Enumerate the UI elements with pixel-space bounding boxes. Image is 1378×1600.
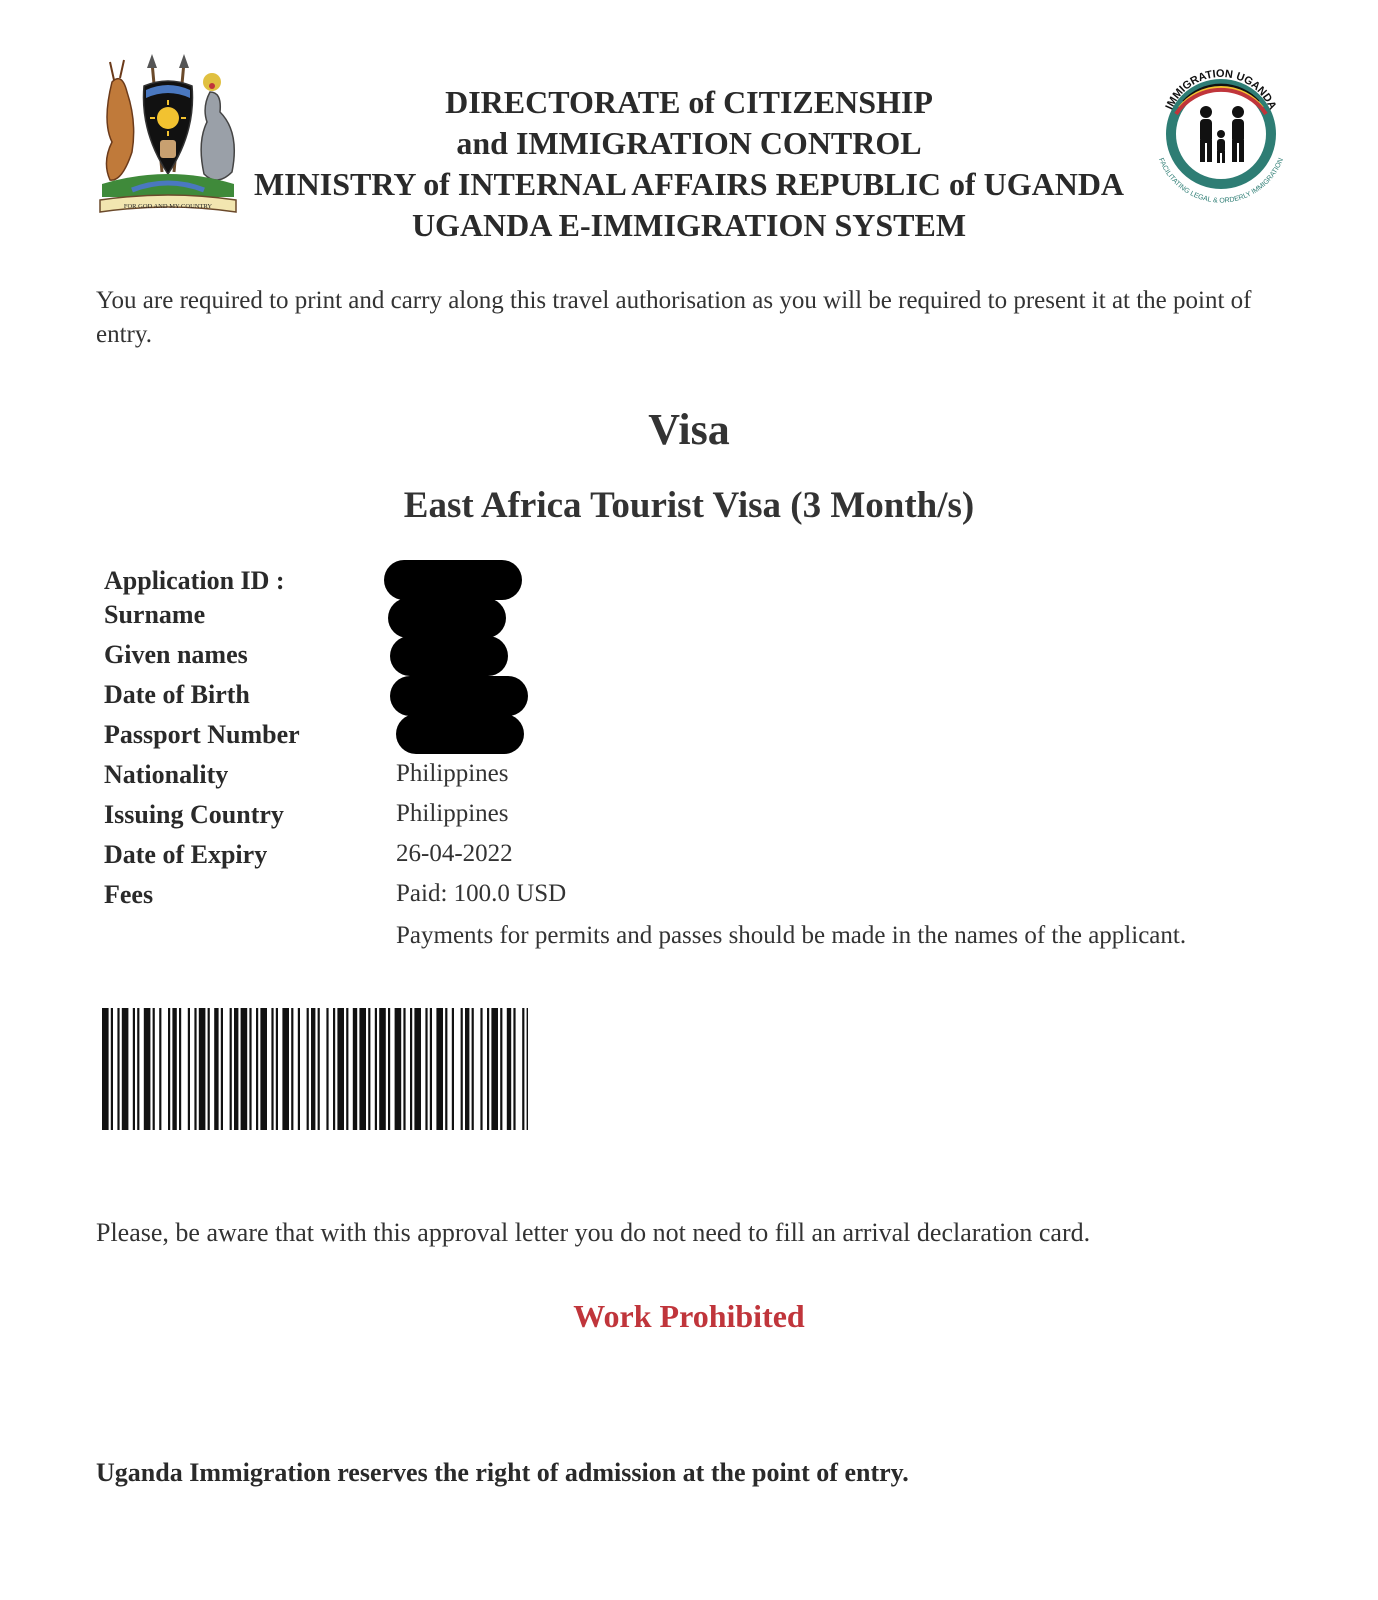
barcode-bar	[117, 1008, 119, 1130]
barcode-bar	[425, 1008, 427, 1130]
barcode-bar	[159, 1008, 161, 1130]
barcode-bar	[379, 1008, 386, 1130]
barcode-bar	[172, 1008, 176, 1130]
logo-bottom-text: FACILITATING LEGAL & ORDERLY IMMIGRATION	[1157, 157, 1285, 205]
immigration-uganda-logo-icon	[1146, 52, 1296, 212]
barcode-bar	[445, 1008, 447, 1130]
barcode-bar	[137, 1008, 139, 1130]
date-of-expiry-value: 26-04-2022	[396, 840, 513, 867]
surname-label: Surname	[104, 600, 206, 629]
barcode-bar	[487, 1008, 489, 1130]
fees-value: Paid: 100.0 USD	[396, 880, 567, 907]
barcode-bar	[359, 1008, 366, 1130]
barcode-bar	[208, 1008, 210, 1130]
barcode-bar	[318, 1008, 320, 1130]
barcode-bar	[414, 1008, 421, 1130]
barcode-bar	[353, 1008, 357, 1130]
nationality-value: Philippines	[396, 760, 509, 787]
barcode	[102, 1008, 528, 1130]
barcode-bar	[491, 1008, 498, 1130]
date-of-expiry-label: Date of Expiry	[104, 840, 268, 869]
given-names-redacted	[390, 636, 508, 676]
barcode-bar	[430, 1008, 432, 1130]
payment-note: Payments for permits and passes should be made in the names of the applicant.	[396, 922, 1187, 949]
barcode-bar	[271, 1008, 273, 1130]
date-of-birth-redacted	[390, 676, 528, 716]
barcode-bar	[179, 1008, 181, 1130]
barcode-bar	[194, 1008, 196, 1130]
barcode-bar	[111, 1008, 113, 1130]
barcode-bar	[461, 1008, 463, 1130]
document-type-title: Visa	[648, 405, 730, 454]
barcode-bar	[230, 1008, 232, 1130]
barcode-bar	[260, 1008, 267, 1130]
barcode-bar	[346, 1008, 348, 1130]
barcode-bar	[472, 1008, 474, 1130]
barcode-bar	[234, 1008, 238, 1130]
arrival-card-notice: Please, be aware that with this approval letter you do not need to fill an arrival declaration card.	[96, 1218, 1091, 1247]
passport-number-label: Passport Number	[104, 720, 300, 749]
header-line-1: DIRECTORATE of CITIZENSHIP	[445, 84, 933, 120]
barcode-bar	[298, 1008, 300, 1130]
barcode-bar	[256, 1008, 258, 1130]
barcode-bar	[144, 1008, 151, 1130]
barcode-bar	[513, 1008, 515, 1130]
barcode-bar	[153, 1008, 155, 1130]
barcode-bar	[291, 1008, 293, 1130]
barcode-bar	[122, 1008, 129, 1130]
application-id-label: Application ID :	[104, 566, 285, 595]
barcode-bar	[102, 1008, 109, 1130]
barcode-bar	[410, 1008, 412, 1130]
surname-redacted	[388, 598, 506, 638]
logo-top-text: IMMIGRATION UGANDA	[1163, 67, 1279, 112]
barcode-bar	[221, 1008, 223, 1130]
header-line-4: UGANDA E-IMMIGRATION SYSTEM	[411, 207, 967, 243]
fees-label: Fees	[104, 880, 154, 909]
application-id-redacted	[384, 560, 522, 600]
header-line-3: MINISTRY of INTERNAL AFFAIRS REPUBLIC of UGANDA	[253, 166, 1125, 202]
barcode-bar	[199, 1008, 206, 1130]
issuing-country-value: Philippines	[396, 800, 509, 827]
barcode-bar	[188, 1008, 190, 1130]
visa-type-title: East Africa Tourist Visa (3 Month/s)	[403, 485, 975, 526]
print-notice: You are required to print and carry along this travel authorisation as you will be required to present it at the point of entry.	[96, 287, 1252, 348]
barcode-bar	[522, 1008, 524, 1130]
barcode-bar	[307, 1008, 309, 1130]
barcode-bar	[326, 1008, 328, 1130]
barcode-bar	[527, 1008, 528, 1130]
barcode-bar	[368, 1008, 370, 1130]
barcode-bar	[168, 1008, 170, 1130]
barcode-bar	[214, 1008, 218, 1130]
passport-number-redacted	[396, 714, 524, 754]
coat-motto: FOR GOD AND MY COUNTRY	[123, 203, 213, 210]
barcode-bar	[241, 1008, 248, 1130]
barcode-bar	[282, 1008, 289, 1130]
barcode-bar	[480, 1008, 482, 1130]
barcode-bar	[403, 1008, 405, 1130]
barcode-bar	[465, 1008, 469, 1130]
barcode-bar	[452, 1008, 454, 1130]
given-names-label: Given names	[104, 640, 248, 669]
barcode-bar	[388, 1008, 390, 1130]
date-of-birth-label: Date of Birth	[104, 680, 250, 709]
header-line-2: and IMMIGRATION CONTROL	[456, 125, 922, 161]
barcode-bar	[375, 1008, 377, 1130]
barcode-bar	[507, 1008, 511, 1130]
barcode-bar	[395, 1008, 402, 1130]
work-prohibited-notice: Work Prohibited	[573, 1298, 805, 1334]
barcode-bar	[249, 1008, 251, 1130]
issuing-country-label: Issuing Country	[104, 800, 284, 829]
admission-rights-notice: Uganda Immigration reserves the right of admission at the point of entry.	[96, 1458, 909, 1487]
barcode-bar	[333, 1008, 335, 1130]
barcode-bar	[500, 1008, 502, 1130]
barcode-bar	[311, 1008, 315, 1130]
barcode-bar	[436, 1008, 443, 1130]
nationality-label: Nationality	[104, 760, 229, 789]
barcode-bar	[337, 1008, 344, 1130]
header	[200, 82, 1178, 246]
barcode-bar	[133, 1008, 135, 1130]
barcode-bar	[276, 1008, 278, 1130]
